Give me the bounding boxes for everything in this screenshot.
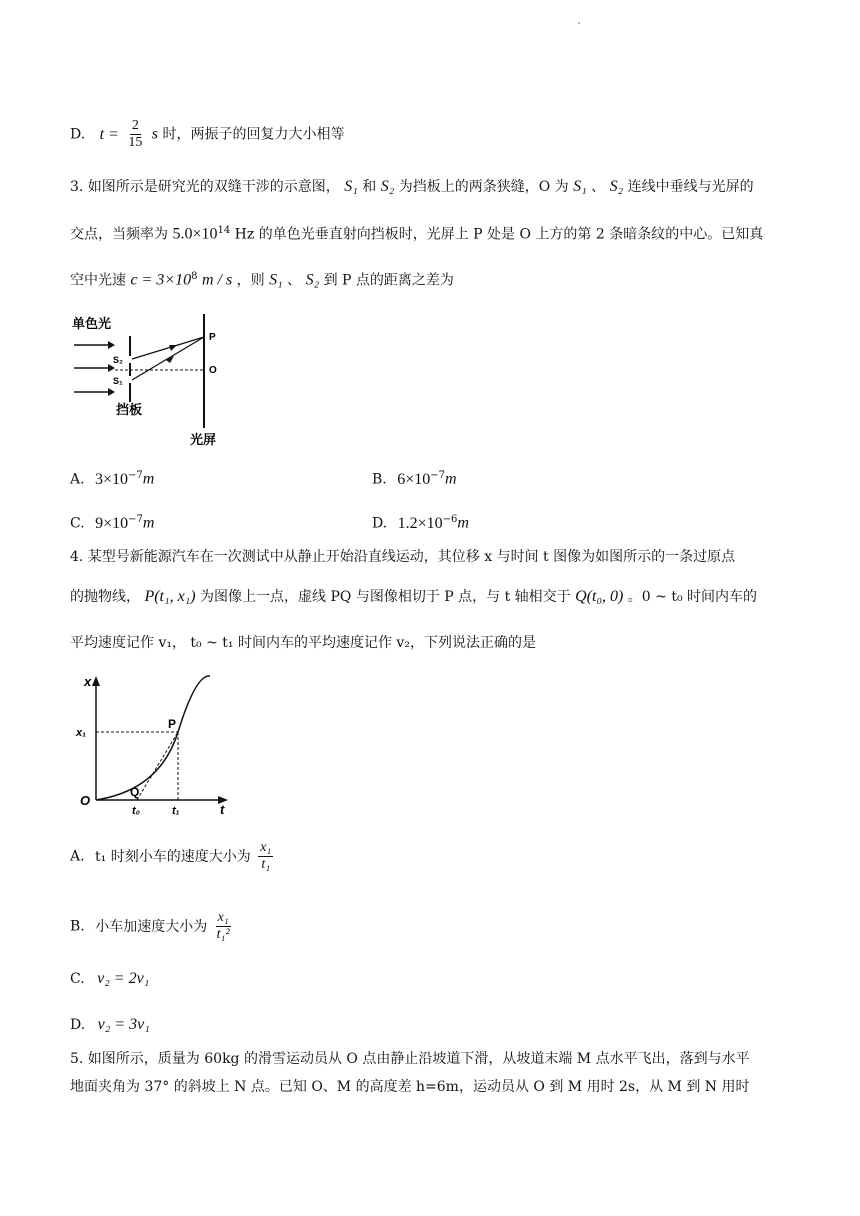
option-exponent: −7 (128, 470, 143, 481)
parabola-curve (96, 676, 210, 800)
option-label: C. (70, 515, 85, 532)
tangent-line-pq (137, 732, 178, 800)
option-label: B. (70, 918, 85, 935)
text: 3. 如图所示是研究光的双缝干涉的示意图， (70, 179, 340, 195)
q4-option-b (70, 910, 235, 943)
option-text: t₁ 时刻小车的速度大小为 (95, 848, 251, 865)
text: 空中光速 (70, 272, 126, 289)
fraction-denominator: 15 (128, 135, 143, 150)
symbol-s1: S₁ (269, 271, 283, 289)
option-unit: m (142, 514, 155, 532)
frequency-value: 5.0×10 (172, 225, 218, 243)
light-speed-exponent: 8 (191, 271, 198, 282)
q4-option-d (70, 1016, 150, 1034)
text: 。0 ~ t₀ 时间内车的 (627, 589, 758, 605)
fraction-denominator: t₁ (261, 857, 271, 872)
symbol-s1: S₁ (344, 178, 358, 195)
q3-option-a (70, 470, 154, 489)
fraction (126, 118, 144, 151)
option-text: v₂ = 3v₁ (97, 1016, 150, 1033)
ray-arrowhead (169, 345, 177, 351)
q4-option-c (70, 970, 149, 988)
q3-line-2 (70, 222, 763, 244)
axis-arrowhead (92, 676, 100, 686)
option-value: 3×10 (95, 470, 129, 488)
option-exponent: −7 (128, 514, 143, 525)
q4-line-3: 平均速度记作 v₁， t₀ ~ t₁ 时间内车的平均速度记作 v₂，下列说法正确的是 (70, 635, 536, 651)
option-label: D. (70, 126, 86, 143)
option-unit: m (142, 470, 155, 488)
q3-option-b (372, 470, 457, 489)
option-label: A. (70, 471, 85, 488)
option-value: 1.2×10 (397, 514, 443, 532)
q5-line-1: 5. 如图所示，质量为 60kg 的滑雪运动员从 O 点由静止沿坡道下滑，从坡道末端 M 点水平飞出，落到与水平 (70, 1051, 750, 1067)
x-t-graph-figure (70, 672, 240, 821)
frequency-exponent: 14 (217, 225, 231, 236)
option-unit: m (457, 514, 469, 532)
option-value: 6×10 (397, 470, 431, 488)
option-label: D. (70, 1017, 86, 1033)
option-label: A. (70, 848, 85, 865)
label-t0: t₀ (132, 805, 141, 817)
q2-option-d (70, 118, 344, 151)
double-slit-figure (70, 310, 230, 454)
light-speed: c = 3×10 (130, 271, 192, 289)
fraction-numerator: 2 (131, 118, 139, 133)
q3-option-d (372, 514, 469, 533)
text: Hz 的单色光垂直射向挡板时，光屏上 P 处是 O 上方的第 2 条暗条纹的中心。已知真 (234, 226, 764, 243)
arrowhead (108, 341, 115, 349)
unit-s: s (151, 125, 159, 143)
option-exponent: −7 (430, 470, 445, 481)
option-value: 9×10 (95, 514, 129, 532)
arrowhead (108, 388, 115, 396)
q3-line-3 (70, 268, 454, 290)
option-text: 小车加速度大小为 (95, 918, 208, 935)
t-equals: t = (99, 125, 119, 143)
point-p-coords: P(t₁, x₁) (144, 588, 196, 605)
arrowhead (108, 364, 115, 372)
option-unit: m (444, 470, 457, 488)
label-x-axis: x (84, 674, 92, 689)
option-exponent: −6 (442, 514, 458, 525)
text: 连线中垂线与光屏的 (627, 179, 754, 195)
option-label: B. (372, 471, 387, 488)
symbol-s2: S₂ (609, 178, 624, 195)
text: 的抛物线， (70, 589, 140, 605)
fraction-denominator: t₁² (216, 927, 230, 942)
ray-s1-to-p (132, 337, 204, 380)
option-text: 时，两振子的回复力大小相等 (162, 126, 345, 143)
text: 为图像上一点，虚线 PQ 与图像相切于 P 点，与 t 轴相交于 (200, 589, 571, 605)
option-text: v₂ = 2v₁ (97, 970, 150, 987)
fraction (215, 910, 232, 943)
fraction (258, 840, 273, 873)
scan-dot (578, 22, 580, 24)
label-x1: x₁ (76, 727, 86, 739)
symbol-s2: S₂ (305, 271, 320, 289)
q4-line-1: 4. 某型号新能源汽车在一次测试中从静止开始沿直线运动，其位移 x 与时间 t 图像为如图所示的一条过原点 (70, 549, 736, 565)
label-barrier: 挡板 (116, 402, 143, 417)
symbol-s1: S₁ (573, 178, 587, 195)
q4-line-2 (70, 588, 757, 606)
label-slit-s1: S₁ (113, 376, 123, 386)
label-point-q: Q (130, 785, 140, 799)
option-label: C. (70, 971, 85, 987)
text: 和 (362, 179, 377, 195)
text: 、 (287, 272, 302, 289)
q4-option-a (70, 840, 276, 873)
fraction-numerator: x₁ (217, 910, 229, 925)
text: 为挡板上的两条狭缝，O 为 (398, 179, 569, 195)
option-label: D. (372, 515, 388, 532)
label-point-p: P (209, 332, 216, 343)
label-point-p: P (168, 717, 177, 731)
label-point-o: O (209, 365, 217, 376)
q3-line-1 (70, 178, 754, 196)
text: 到 P 点的距离之差为 (323, 272, 454, 289)
label-t-axis: t (220, 802, 225, 817)
q5-line-2: 地面夹角为 37° 的斜坡上 N 点。已知 O、M 的高度差 h=6m，运动员从 O 到 M 用时 2s，从 M 到 N 用时 (70, 1079, 750, 1095)
point-q-coords: Q(t₀, 0) (575, 588, 624, 605)
ray-s2-to-p (132, 337, 204, 359)
text: 交点，当频率为 (70, 226, 168, 243)
symbol-s2: S₂ (380, 178, 395, 195)
label-slit-s2: S₂ (113, 355, 124, 365)
label-t1: t₁ (172, 805, 180, 817)
label-monochromatic-light: 单色光 (72, 316, 112, 331)
q3-option-c (70, 514, 154, 533)
label-screen: 光屏 (190, 432, 217, 447)
text: ，则 (236, 272, 265, 289)
light-speed-unit: m / s (201, 271, 233, 289)
label-origin: O (80, 793, 91, 808)
fraction-numerator: x₁ (260, 840, 272, 855)
text: 、 (591, 179, 606, 195)
